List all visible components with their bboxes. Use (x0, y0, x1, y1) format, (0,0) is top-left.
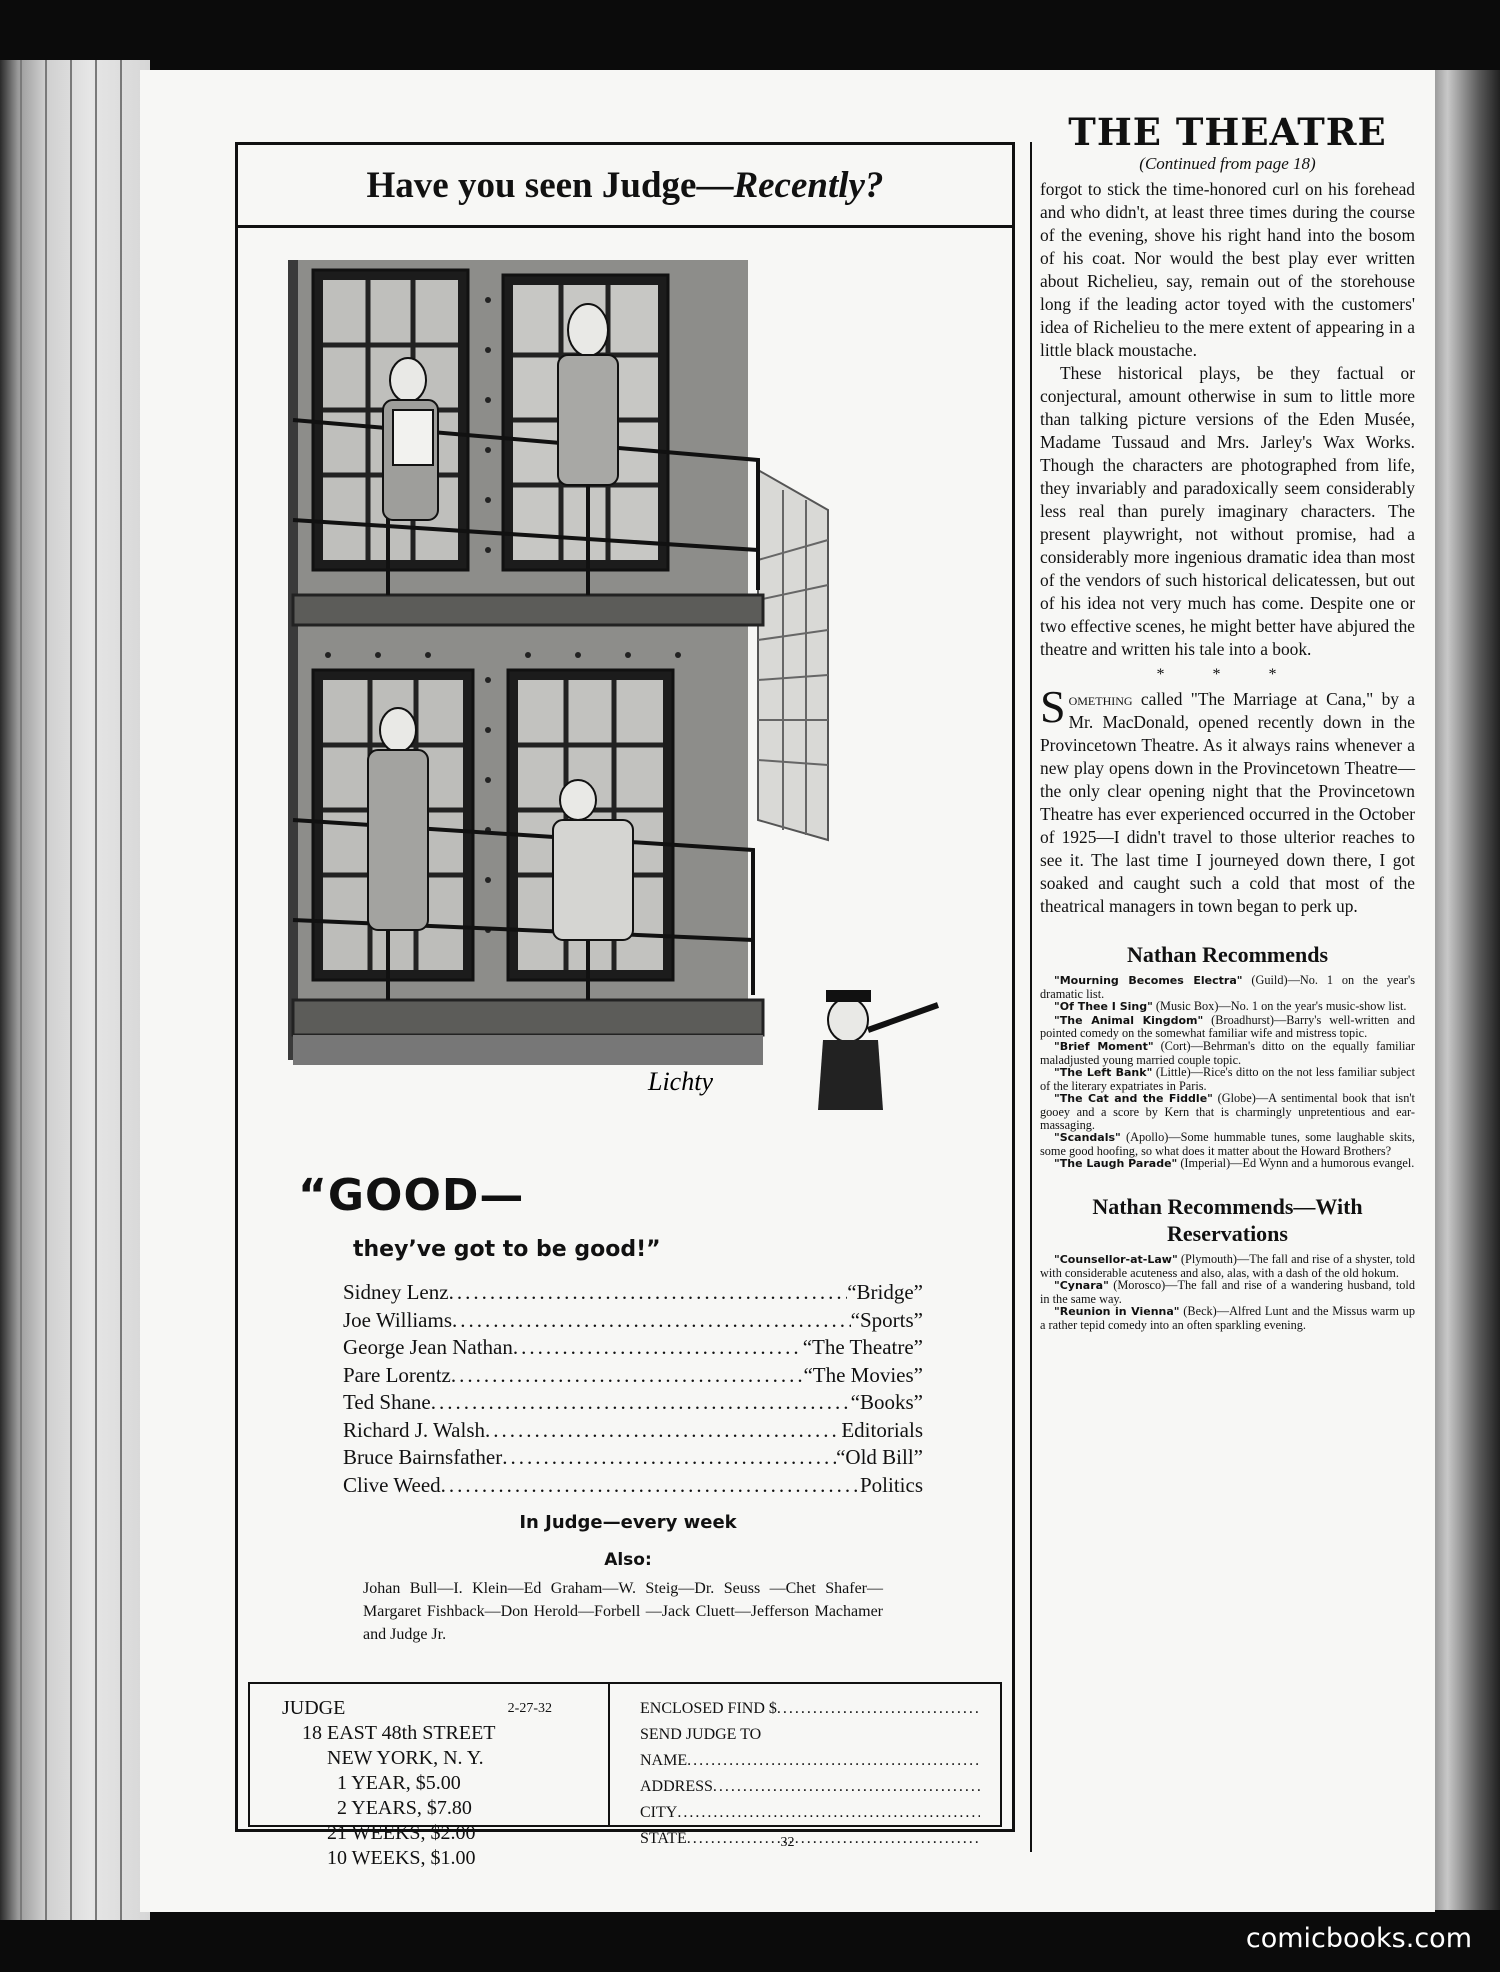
coupon-city: NEW YORK, N. Y. (327, 1747, 484, 1769)
play-desc: (Little)—Rice's ditto on the not less familiar subject of the literary expatriates in Paris. (1040, 1065, 1416, 1093)
jail-cartoon-illustration (288, 260, 978, 1150)
ad-heading-italic: Recently? (733, 164, 884, 206)
coupon-divider (608, 1684, 610, 1825)
theatre-column (1040, 110, 1415, 1331)
contributor-row (343, 1363, 923, 1391)
play-desc: (Broadhurst)—Barry's well-written and pointed comedy on the somewhat familiar wife and mistress topic. (1040, 1012, 1415, 1041)
play-desc: (Morosco)—The fall and rise of a wandering husband, told in the same way. (1040, 1278, 1415, 1306)
play-title: "Mourning Becomes Electra" (1054, 974, 1243, 987)
recommend-item (1040, 1066, 1415, 1092)
judge-advertisement (235, 142, 1015, 1869)
contributor-dept: “The Theatre” (802, 1335, 923, 1359)
play-title: "Cynara" (1054, 1279, 1109, 1293)
play-desc: (Imperial)—Ed Wynn and a humorous evangel. (1177, 1156, 1415, 1171)
coupon-rate: 2 YEARS, $7.80 (337, 1797, 472, 1819)
coupon-date: 2-27-32 (507, 1701, 552, 1716)
article-paragraph (1040, 681, 1415, 918)
contributor-dept: Editorials (841, 1417, 923, 1442)
contributor-dept: “Old Bill” (836, 1445, 923, 1469)
coupon-rate: 21 WEEKS, $2.00 (327, 1822, 476, 1844)
contributor-dept: “Bridge” (847, 1280, 923, 1304)
article-paragraph: These historical plays, be they factual or conjectural, amount otherwise in sum to little more than talking picture versions of the Eden Musée, Madame Tussaud and Mrs. Jarley's Wax Works. Though the characters are photographed from life, they invariably and paradoxically seem considerably less real than purely imaginary characters. The present playwright, not without promise, had a considerably more ingenious dramatic idea than most of the vendors of such historical delicatessen, but out of his idea not very much has come. Despite one or two effective scenes, he might better have abjured the theatre and written his tale into a book. (1040, 363, 1415, 659)
contributor-dept: Politics (859, 1472, 923, 1497)
play-title: "The Laugh Parade" (1054, 1157, 1178, 1171)
drop-cap: S (1040, 681, 1066, 732)
paragraph-text: called "The Marriage at Cana," by a Mr. MacDonald, opened recently down in the Provincetown Theatre. As it always rains whenever a new play opens down in the Provincetown Theatre—the only clear opening night that the Provincetown Theatre has ever experienced occurred in the October of 1925—I didn't travel to those ulterior reaches to see it. The last time I journeyed down there, I got soaked and caught such a cold that most of the theatrical managers in town began to perk up. (1040, 689, 1415, 916)
send-label: SEND JUDGE TO (640, 1726, 762, 1743)
play-title: "Counsellor-at-Law" (1054, 1252, 1178, 1266)
contributor-name: Bruce Bairnsfather (343, 1445, 503, 1469)
play-title: "Scandals" (1054, 1131, 1121, 1145)
contributor-row (343, 1418, 923, 1446)
city-field[interactable] (640, 1800, 980, 1826)
name-label: NAME (640, 1752, 688, 1769)
ad-heading (238, 145, 1012, 228)
enclosed-field[interactable] (640, 1696, 980, 1722)
contributor-dept: “Books” (850, 1390, 923, 1414)
reservation-item (1040, 1253, 1415, 1279)
play-title: "Of Thee I Sing" (1054, 1000, 1153, 1014)
also-names: Johan Bull—I. Klein—Ed Graham—W. Steig—Dr. Seuss —Chet Shafer—Margaret Fishback—Don Herold—Forbell —Jack Cluett—Jefferson Machamer and Judge Jr. (363, 1580, 883, 1643)
theatre-article (1040, 178, 1415, 918)
coupon-publisher: JUDGE (282, 1697, 346, 1719)
play-title: "Brief Moment" (1054, 1039, 1154, 1053)
play-title: "The Animal Kingdom" (1054, 1013, 1204, 1027)
watermark: comicbooks.com (1245, 1923, 1472, 1954)
good-slogan: “GOOD— (298, 1170, 525, 1221)
contributor-row (343, 1308, 923, 1336)
contributor-name: Pare Lorentz (343, 1362, 451, 1387)
book-right-edge (1430, 70, 1500, 1910)
reservations-list (1040, 1253, 1415, 1332)
coupon-rate: 1 YEAR, $5.00 (337, 1772, 461, 1794)
contributor-name: Ted Shane (343, 1390, 431, 1414)
contributor-name: Clive Weed (343, 1472, 441, 1497)
play-title: "Reunion in Vienna" (1054, 1305, 1180, 1319)
magazine-page (140, 70, 1435, 1912)
also-label: Also: (604, 1550, 652, 1570)
contributor-name: Sidney Lenz (343, 1280, 449, 1304)
contributor-row (343, 1445, 923, 1473)
reservation-item (1040, 1305, 1415, 1331)
play-desc: (Beck)—Alfred Lunt and the Missus warm up a rather tepid comedy into an often sparkling evening. (1040, 1304, 1415, 1332)
contributor-row (343, 1390, 923, 1418)
recommends-list (1040, 974, 1415, 1171)
play-desc: (Globe)—A sentimental book that isn't gooey and a score by Kern that is charmingly unpretentious and ear-massaging. (1040, 1091, 1415, 1132)
state-label: STATE (640, 1830, 687, 1847)
contributor-dept: “The Movies” (803, 1362, 923, 1387)
play-desc: (Guild)—No. 1 on the year's dramatic list. (1040, 973, 1415, 1001)
ad-heading-main: Have you seen Judge— (366, 164, 734, 206)
section-break: * * * (1156, 666, 1299, 683)
contributor-row (343, 1280, 923, 1308)
recommends-heading: Nathan Recommends (1126, 942, 1329, 967)
play-title: "The Left Bank" (1054, 1066, 1153, 1080)
recommend-item (1040, 1040, 1415, 1066)
recommend-item (1040, 1092, 1415, 1131)
city-label: CITY (640, 1804, 678, 1821)
book-left-edge (0, 60, 150, 1920)
article-paragraph: forgot to stick the time-honored curl on his forehead and who didn't, at least three times during the course of the evening, shove his right hand into the bosom of his coat. Nor would the best play ever written about Richelieu, say, remain out of the storehouse long if the leading actor toyed with the customers' idea of Richelieu to the mere extent of appearing in a little black moustache. (1040, 179, 1415, 360)
continued-note: (Continued from page 18) (1139, 154, 1316, 173)
recommend-item (1040, 1157, 1415, 1171)
contributor-row (343, 1335, 923, 1363)
page-number: 32 (780, 1835, 795, 1850)
contributor-dept: “Sports” (850, 1307, 923, 1332)
reservations-heading: Nathan Recommends—With Reservations (1092, 1193, 1363, 1246)
weekly-tagline: In Judge—every week (519, 1512, 737, 1533)
play-desc: (Apollo)—Some hummable tunes, some laughable skits, some good hoofing, so what does it matter about the Howard Brothers? (1040, 1130, 1415, 1158)
small-caps-word: omething (1068, 689, 1133, 709)
play-desc: (Cort)—Behrman's ditto on the equally familiar maladjusted young married couple topic. (1040, 1038, 1415, 1067)
play-title: "The Cat and the Fiddle" (1054, 1092, 1213, 1106)
reservation-item (1040, 1279, 1415, 1305)
contributor-name: Richard J. Walsh (343, 1417, 485, 1442)
recommend-item (1040, 1014, 1415, 1040)
play-desc: (Music Box)—No. 1 on the year's music-show list. (1152, 999, 1407, 1014)
subscription-coupon (248, 1682, 1002, 1869)
cartoonist-signature: Lichty (648, 1067, 713, 1096)
recommend-item (1040, 1000, 1415, 1014)
address-field[interactable] (640, 1774, 980, 1800)
good-subslogan: they’ve got to be good!” (353, 1237, 661, 1262)
name-field[interactable] (640, 1748, 980, 1774)
contributors-list (343, 1280, 923, 1500)
address-label: ADDRESS (640, 1778, 713, 1795)
contributor-name: Joe Williams (343, 1307, 453, 1332)
coupon-street: 18 EAST 48th STREET (302, 1722, 496, 1744)
coupon-form (640, 1696, 980, 1852)
play-desc: (Plymouth)—The fall and rise of a shyster, told with considerable acuteness and also, alas, with a dash of the old hokum. (1040, 1251, 1415, 1280)
theatre-title: THE THEATRE (1068, 110, 1387, 154)
recommend-item (1040, 974, 1415, 1000)
coupon-rate: 10 WEEKS, $1.00 (327, 1847, 476, 1869)
recommend-item (1040, 1131, 1415, 1157)
contributor-name: George Jean Nathan (343, 1335, 513, 1359)
contributor-row (343, 1473, 923, 1501)
column-rule (1030, 142, 1032, 1852)
enclosed-label: ENCLOSED FIND $ (640, 1700, 777, 1717)
